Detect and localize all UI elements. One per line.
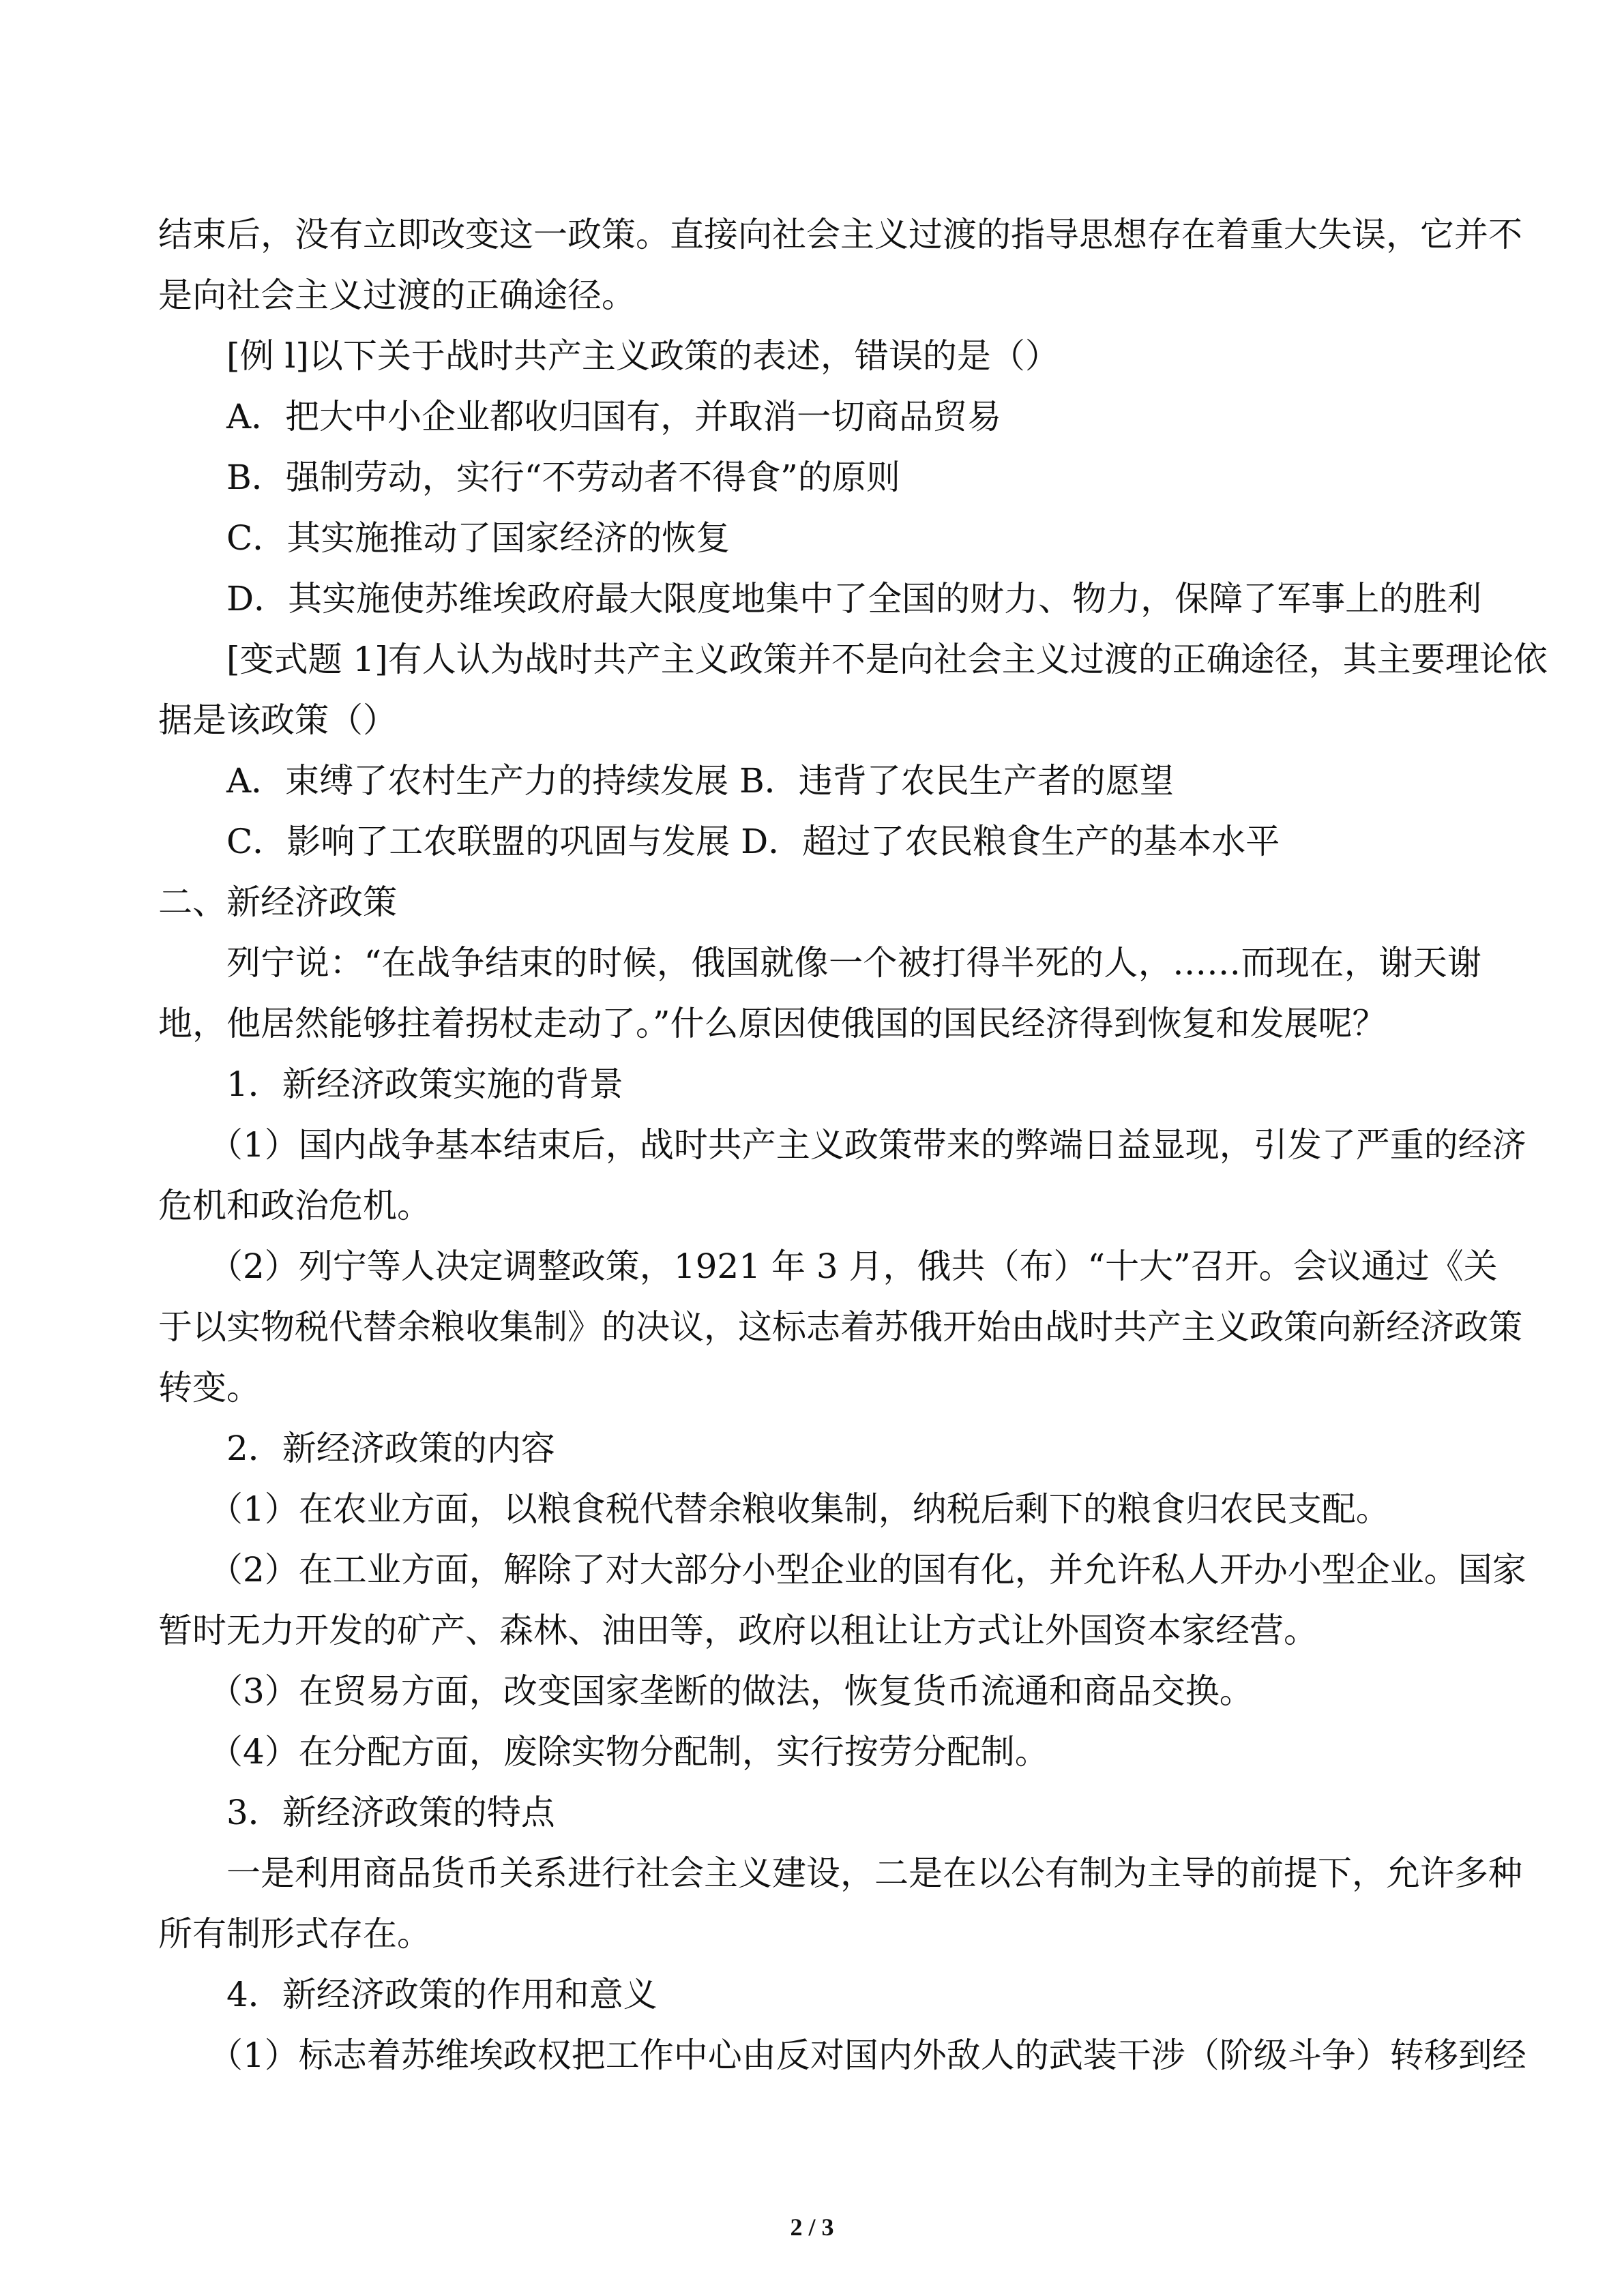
option-b: B．强制劳动，实行“不劳动者不得食”的原则 [226, 458, 900, 497]
subheading: 1．新经济政策实施的背景 [226, 1064, 623, 1104]
paragraph-line: 是向社会主义过渡的正确途径。 [158, 275, 636, 315]
subheading: 4．新经济政策的作用和意义 [226, 1975, 658, 2014]
document-body [158, 205, 1548, 2086]
paragraph-line: 列宁说：“在战争结束的时候，俄国就像一个被打得半死的人，……而现在，谢天谢 [226, 943, 1481, 983]
example-question: [例 l]以下关于战时共产主义政策的表述，错误的是（） [226, 336, 1059, 376]
paragraph-line: 转变。 [158, 1368, 261, 1407]
paragraph-line: （1）标志着苏维埃政权把工作中心由反对国内外敌人的武装干涉（阶级斗争）转移到经 [209, 2036, 1526, 2075]
option-a: A．把大中小企业都收归国有，并取消一切商品贸易 [226, 397, 1002, 436]
paragraph-line: （1）国内战争基本结束后，战时共产主义政策带来的弊端日益显现，引发了严重的经济 [209, 1125, 1526, 1165]
option-d: D．其实施使苏维埃政府最大限度地集中了全国的财力、物力，保障了军事上的胜利 [226, 579, 1482, 618]
paragraph-line: 地，他居然能够拄着拐杖走动了。”什么原因使俄国的国民经济得到恢复和发展呢？ [158, 1004, 1387, 1043]
paragraph-line: 危机和政治危机。 [158, 1186, 431, 1225]
paragraph-line: 一是利用商品货币关系进行社会主义建设，二是在以公有制为主导的前提下，允许多种 [226, 1853, 1522, 1893]
paragraph-line: （1）在农业方面，以粮食税代替余粮收集制，纳税后剩下的粮食归农民支配。 [209, 1489, 1390, 1529]
page-number: 2 / 3 [790, 2213, 834, 2241]
variant-question: [变式题 1]有人认为战时共产主义政策并不是向社会主义过渡的正确途径，其主要理论依 [226, 640, 1548, 679]
options-ab: A．束缚了农村生产力的持续发展 B．违背了农民生产者的愿望 [226, 761, 1174, 801]
paragraph-line: （2）列宁等人决定调整政策，1921 年 3 月，俄共（布）“十大”召开。会议通过《关 [209, 1247, 1498, 1286]
section-heading: 二、新经济政策 [158, 882, 397, 922]
variant-question-cont: 据是该政策（） [158, 700, 397, 740]
option-c: C．其实施推动了国家经济的恢复 [226, 518, 730, 558]
subheading: 3．新经济政策的特点 [226, 1793, 555, 1832]
subheading: 2．新经济政策的内容 [226, 1429, 555, 1468]
options-cd: C．影响了工农联盟的巩固与发展 D．超过了农民粮食生产的基本水平 [226, 822, 1280, 861]
paragraph-line: 于以实物税代替余粮收集制》的决议，这标志着苏俄开始由战时共产主义政策向新经济政策 [158, 1307, 1522, 1347]
paragraph-line: （3）在贸易方面，改变国家垄断的做法，恢复货币流通和商品交换。 [209, 1671, 1254, 1711]
paragraph-line: （4）在分配方面，废除实物分配制，实行按劳分配制。 [209, 1732, 1049, 1772]
paragraph-line: 所有制形式存在。 [158, 1914, 431, 1954]
paragraph-line: 结束后，没有立即改变这一政策。直接向社会主义过渡的指导思想存在着重大失误，它并不 [158, 215, 1522, 254]
paragraph-line: 暂时无力开发的矿产、森林、油田等，政府以租让让方式让外国资本家经营。 [158, 1611, 1318, 1650]
paragraph-line: （2）在工业方面，解除了对大部分小型企业的国有化，并允许私人开办小型企业。国家 [209, 1550, 1526, 1590]
